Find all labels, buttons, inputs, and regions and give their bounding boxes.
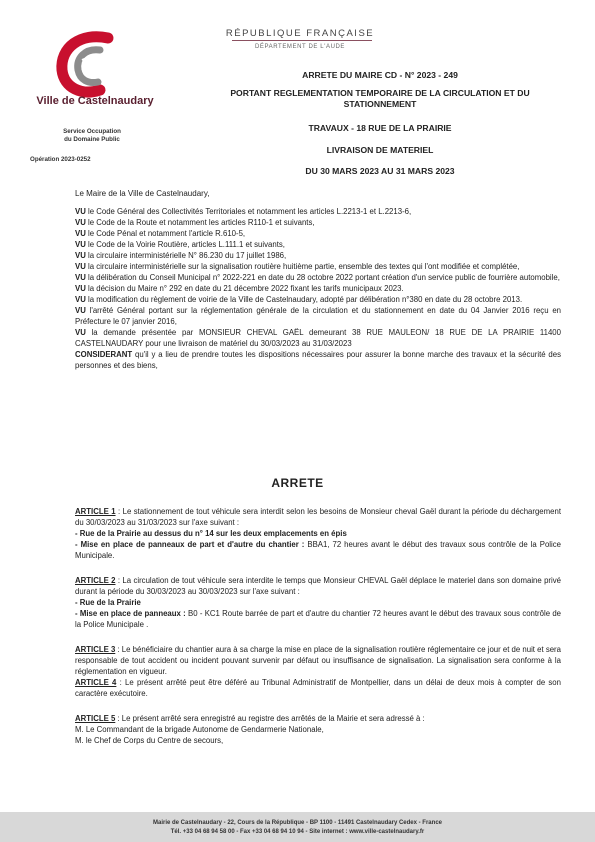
- article-5-text: : Le présent arrêté sera enregistré au registre des arrêtés de la Mairie et sera adressé à :: [115, 714, 425, 723]
- footer-address: Mairie de Castelnaudary - 22, Cours de la République - BP 1100 - 11491 Castelnaudary Cedex - France: [152, 820, 442, 826]
- article-2-bullet-2: [75, 608, 561, 630]
- works-line: TRAVAUX - 18 RUE DE LA PRAIRIE: [308, 123, 452, 133]
- article-1-bullet-2: [75, 539, 561, 561]
- article-5-line-1: M. Le Commandant de la brigade Autonome de Gendarmerie Nationale,: [75, 725, 324, 734]
- subject-line-1: PORTANT REGLEMENTATION TEMPORAIRE DE LA CIRCULATION ET DU: [230, 88, 530, 98]
- article-4-text: : Le présent arrêté peut être déféré au Tribunal Administratif de Montpellier, dans un délai de deux mois à compter de son caractère exécutoire.: [75, 678, 561, 698]
- consideration-prefix: VU: [75, 262, 86, 271]
- consideration-item: [75, 272, 561, 283]
- article-1-bullet-2-text: BBA1, 72 heures avant le début des travaux sous contrôle de la Police Municipale.: [75, 540, 561, 560]
- consideration-item: [75, 294, 561, 305]
- article-3-label: ARTICLE 3: [75, 645, 116, 654]
- consideration-text: la circulaire interministérielle sur la signalisation routière huitième partie, ensemble des textes qui l'ont modifiée et complétée,: [85, 262, 520, 271]
- consideration-item: [75, 239, 561, 250]
- considerations-list: [75, 206, 561, 371]
- consideration-item: [75, 261, 561, 272]
- article-5-label: ARTICLE 5: [75, 714, 116, 723]
- department-label: DÉPARTEMENT DE L'AUDE: [254, 44, 346, 50]
- city-name: Ville de Castelnaudary: [36, 95, 154, 107]
- article-1-bullet-1: - Rue de la Prairie au dessus du n° 14 sur les deux emplacements en épis: [75, 529, 347, 538]
- consideration-prefix: VU: [75, 284, 86, 293]
- consideration-text: le Code Général des Collectivités Territoriales et notamment les articles L.2213-1 et L.2213-6,: [85, 207, 412, 216]
- consideration-item: [75, 217, 561, 228]
- consideration-item: [75, 250, 561, 261]
- consideration-text: la décision du Maire n° 292 en date du 21 décembre 2022 fixant les tarifs municipaux 2023.: [85, 284, 404, 293]
- delivery-line: LIVRAISON DE MATERIEL: [326, 145, 434, 155]
- consideration-item: [75, 327, 561, 349]
- service-label: [22, 128, 162, 144]
- republic-label: RÉPUBLIQUE FRANÇAISE: [225, 28, 375, 39]
- service-line-1: Service Occupation: [63, 128, 121, 135]
- article-3-text: : Le bénéficiaire du chantier aura à sa charge la mise en place de la signalisation routière réglementaire ce jour et de nuit et sera responsable de tout accident ou incident pouvant survenir par défaut ou insuffisance de signalisation. La signalisation sera conforme à la réglementation en vigueur.: [75, 645, 561, 676]
- header-divider: [232, 40, 372, 41]
- consideration-text: le Code de la Voirie Routière, articles L.111.1 et suivants,: [85, 240, 285, 249]
- article-2-text: : La circulation de tout véhicule sera interdite le temps que Monsieur CHEVAL Gaël déplace le materiel dans son domaine privé durant la période du 30/03/2023 au 30/03/2023 sur l'axe suivant :: [75, 576, 561, 596]
- article-2: [75, 575, 561, 597]
- consideration-text: qu'il y a lieu de prendre toutes les dispositions nécessaires pour assurer la bonne marche des travaux et la sécurité des personnes et des biens,: [75, 350, 561, 370]
- consideration-item: [75, 228, 561, 239]
- article-4-label: ARTICLE 4: [75, 678, 117, 687]
- consideration-prefix: VU: [75, 207, 86, 216]
- consideration-text: la délibération du Conseil Municipal n° 2022-221 en date du 28 octobre 2022 portant création d'un service public de fourrière automobile,: [85, 273, 560, 282]
- subject-line-2: STATIONNEMENT: [343, 99, 417, 109]
- page-footer: [0, 812, 595, 842]
- article-5-line-2: M. le Chef de Corps du Centre de secours,: [75, 736, 224, 745]
- consideration-item: [75, 206, 561, 217]
- intro-line: Le Maire de la Ville de Castelnaudary,: [75, 189, 210, 198]
- article-1-label: ARTICLE 1: [75, 507, 116, 516]
- service-line-2: du Domaine Public: [64, 136, 120, 143]
- consideration-prefix: VU: [75, 273, 86, 282]
- arrete-title: ARRETE: [271, 476, 324, 490]
- article-5: [75, 713, 561, 724]
- consideration-text: le Code Pénal et notamment l'article R.610-5,: [85, 229, 246, 238]
- consideration-item: [75, 283, 561, 294]
- consideration-prefix: VU: [75, 229, 86, 238]
- consideration-text: la modification du règlement de voirie de la Ville de Castelnaudary, adopté par délibération n°380 en date du 28 octobre 2013.: [85, 295, 523, 304]
- consideration-prefix: VU: [75, 240, 86, 249]
- article-3: [75, 644, 561, 677]
- consideration-prefix: VU: [75, 306, 86, 315]
- dates-line: DU 30 MARS 2023 AU 31 MARS 2023: [305, 166, 455, 176]
- operation-number: Opération 2023-0252: [30, 156, 91, 163]
- article-2-bullet-2-bold: - Mise en place de panneaux :: [75, 609, 186, 618]
- article-1: [75, 506, 561, 528]
- article-4: [75, 677, 561, 699]
- arrete-number: ARRETE DU MAIRE CD - N° 2023 - 249: [302, 70, 458, 80]
- consideration-prefix: VU: [75, 218, 86, 227]
- consideration-text: la demande présentée par MONSIEUR CHEVAL GAËL demeurant 38 RUE MAULEON/ 18 RUE DE LA PRAIRIE 11400 CASTELNAUDARY pour une livraison de matériel du 30/03/2023 au 31/03/2023: [75, 328, 561, 348]
- consideration-prefix: CONSIDERANT: [75, 350, 133, 359]
- footer-contact: Tél. +33 04 68 94 58 00 - Fax +33 04 68 94 10 94 - Site internet : www.ville-castelnaudary.fr: [170, 829, 425, 835]
- article-2-bullet-1: - Rue de la Prairie: [75, 598, 141, 607]
- consideration-item: [75, 349, 561, 371]
- articles: [75, 506, 561, 746]
- article-2-label: ARTICLE 2: [75, 576, 116, 585]
- consideration-prefix: VU: [75, 328, 86, 337]
- article-2-bullet-2-text: B0 - KC1 Route barrée de part et d'autre du chantier 72 heures avant le début des travaux sous contrôle de la Police Municipale .: [75, 609, 562, 629]
- consideration-prefix: VU: [75, 295, 86, 304]
- article-1-bullet-2-bold: - Mise en place de panneaux de part et d'autre du chantier :: [75, 540, 305, 549]
- consideration-item: [75, 305, 561, 327]
- consideration-prefix: VU: [75, 251, 86, 260]
- consideration-text: la circulaire interministérielle N° 86.230 du 17 juillet 1986,: [85, 251, 287, 260]
- consideration-text: le Code de la Route et notamment les articles R110-1 et suivants,: [85, 218, 315, 227]
- consideration-text: l'arrêté Général portant sur la réglementation générale de la circulation et du stationnement en date du 04 Janvier 2016 reçu en Préfecture le 07 janvier 2016,: [75, 306, 561, 326]
- article-1-text: : Le stationnement de tout véhicule sera interdit selon les besoins de Monsieur cheval Gaël durant la période du déchargement du 30/03/2023 au 31/03/2023 sur l'axe suivant :: [75, 507, 561, 527]
